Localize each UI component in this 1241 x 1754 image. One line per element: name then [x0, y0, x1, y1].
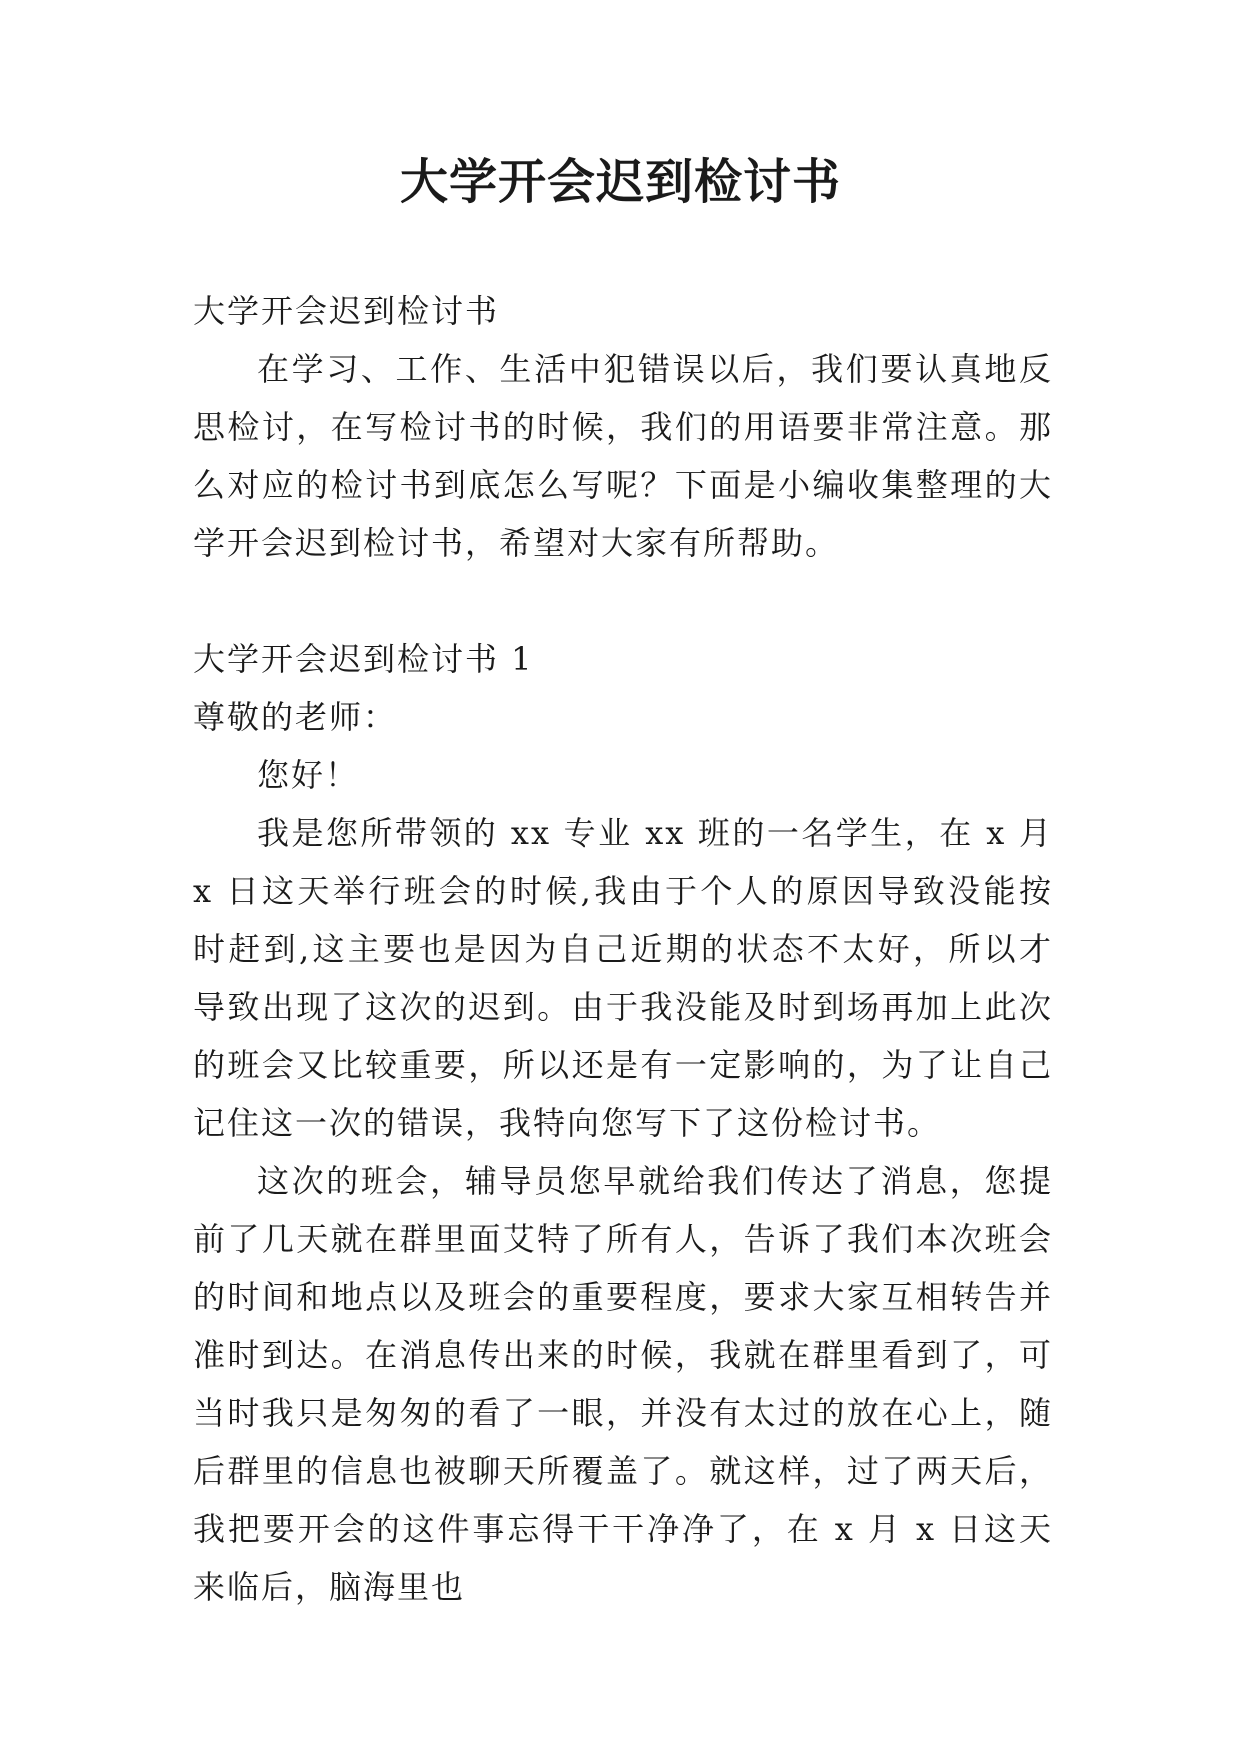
greeting: 您好！ — [257, 756, 360, 794]
body-paragraph-2: 这次的班会，辅导员您早就给我们传达了消息，您提前了几天就在群里面艾特了所有人，告诉了我们本次班会的时间和地点以及班会的重要程度，要求大家互相转告并准时到达。在消息传出来的时候，我就在群里看到了，可当时我只是匆匆的看了一眼，并没有太过的放在心上，随后群里的信息也被聊天所覆盖了。就这样，过了两天后，我把要开会的这件事忘得干干净净了，在 x 月 x 日这天来临后，脑海里也 — [193, 1162, 1053, 1606]
salutation: 尊敬的老师： — [193, 698, 398, 736]
subtitle: 大学开会迟到检讨书 — [193, 292, 500, 330]
document-title: 大学开会迟到检讨书 — [399, 154, 841, 210]
document-body — [193, 282, 1053, 1616]
intro-paragraph: 在学习、工作、生活中犯错误以后，我们要认真地反思检讨，在写检讨书的时候，我们的用语要非常注意。那么对应的检讨书到底怎么写呢？下面是小编收集整理的大学开会迟到检讨书，希望对大家有所帮助。 — [193, 350, 1053, 562]
paragraph-spacer — [193, 572, 1053, 630]
body-paragraph-1: 我是您所带领的 xx 专业 xx 班的一名学生，在 x 月 x 日这天举行班会的时候,我由于个人的原因导致没能按时赶到,这主要也是因为自己近期的状态不太好，所以才导致出现了这次的迟到。由于我没能及时到场再加上此次的班会又比较重要，所以还是有一定影响的，为了让自己记住这一次的错误，我特向您写下了这份检讨书。 — [193, 814, 1053, 1142]
section-heading: 大学开会迟到检讨书 1 — [193, 640, 534, 678]
